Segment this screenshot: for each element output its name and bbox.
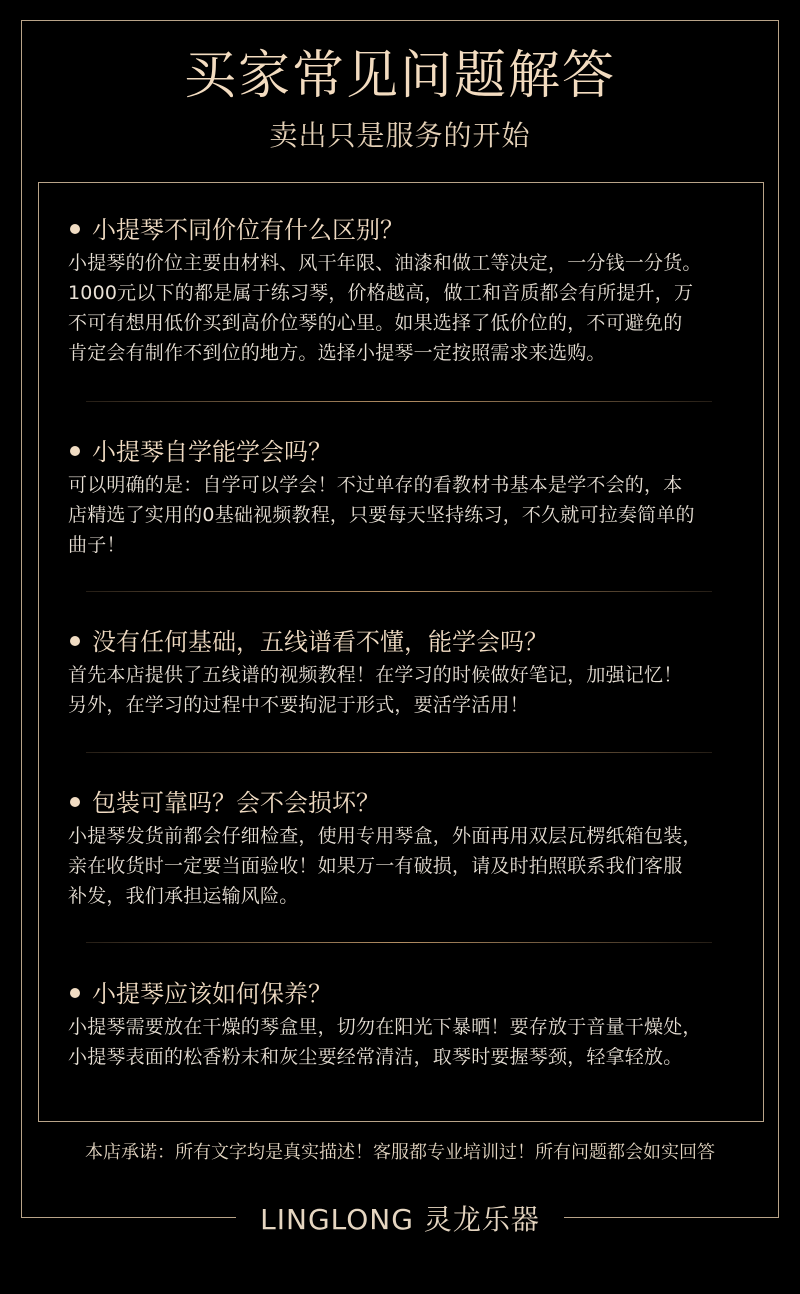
faq-answer-line: 小提琴的价位主要由材料、风干年限、油漆和做工等决定，一分钱一分货。 — [68, 252, 702, 274]
faq-item — [68, 626, 748, 720]
faq-answer-line: 1000元以下的都是属于练习琴，价格越高，做工和音质都会有所提升，万 — [68, 282, 694, 304]
faq-answer — [68, 660, 748, 720]
faq-question-text: 没有任何基础，五线谱看不懂，能学会吗？ — [92, 628, 548, 656]
faq-answer-line: 另外，在学习的过程中不要拘泥于形式，要活学活用！ — [68, 694, 529, 716]
faq-question-text: 小提琴应该如何保养？ — [92, 980, 332, 1008]
page-subtitle: 卖出只是服务的开始 — [269, 119, 531, 152]
faq-question — [68, 436, 748, 468]
bullet-dot-icon — [70, 988, 80, 998]
faq-answer-line: 补发，我们承担运输风险。 — [68, 885, 299, 907]
faq-item — [68, 978, 748, 1072]
faq-question-text: 小提琴不同价位有什么区别？ — [92, 216, 404, 244]
bullet-dot-icon — [70, 446, 80, 456]
faq-answer-line: 可以明确的是：自学可以学会！不过单存的看教材书基本是学不会的，本 — [68, 474, 683, 496]
faq-answer-line: 肯定会有制作不到位的地方。选择小提琴一定按照需求来选购。 — [68, 342, 606, 364]
faq-answer-line: 首先本店提供了五线谱的视频教程！在学习的时候做好笔记，加强记忆！ — [68, 664, 683, 686]
faq-question — [68, 787, 748, 819]
faq-question — [68, 214, 748, 246]
faq-question-text: 小提琴自学能学会吗？ — [92, 438, 332, 466]
bullet-dot-icon — [70, 636, 80, 646]
faq-answer-line: 小提琴表面的松香粉末和灰尘要经常清洁，取琴时要握琴颈，轻拿轻放。 — [68, 1046, 683, 1068]
faq-question — [68, 626, 748, 658]
faq-answer-line: 小提琴需要放在干燥的琴盒里，切勿在阳光下暴晒！要存放于音量干燥处， — [68, 1016, 702, 1038]
faq-question — [68, 978, 748, 1010]
faq-answer-line: 小提琴发货前都会仔细检查，使用专用琴盒，外面再用双层瓦楞纸箱包装， — [68, 825, 702, 847]
faq-divider — [86, 401, 712, 402]
faq-answer-line: 亲在收货时一定要当面验收！如果万一有破损，请及时拍照联系我们客服 — [68, 855, 683, 877]
faq-answer — [68, 248, 748, 368]
faq-answer — [68, 1012, 748, 1072]
faq-item — [68, 787, 748, 911]
brand-label: LINGLONG 灵龙乐器 — [236, 1200, 564, 1240]
faq-divider — [86, 942, 712, 943]
bullet-dot-icon — [70, 224, 80, 234]
bullet-dot-icon — [70, 797, 80, 807]
faq-question-text: 包装可靠吗？会不会损坏？ — [92, 789, 380, 817]
faq-answer-line: 店精选了实用的0基础视频教程，只要每天坚持练习，不久就可拉奏简单的 — [68, 504, 695, 526]
faq-answer — [68, 470, 748, 560]
footer-brand — [0, 1198, 800, 1242]
faq-divider — [86, 591, 712, 592]
store-promise: 本店承诺：所有文字均是真实描述！客服都专业培训过！所有问题都会如实回答 — [85, 1142, 715, 1163]
faq-item — [68, 436, 748, 560]
faq-answer-line: 曲子！ — [68, 534, 126, 556]
page-title: 买家常见问题解答 — [183, 46, 616, 106]
faq-item — [68, 214, 748, 368]
faq-divider — [86, 752, 712, 753]
faq-answer — [68, 821, 748, 911]
faq-answer-line: 不可有想用低价买到高价位琴的心里。如果选择了低价位的，不可避免的 — [68, 312, 683, 334]
